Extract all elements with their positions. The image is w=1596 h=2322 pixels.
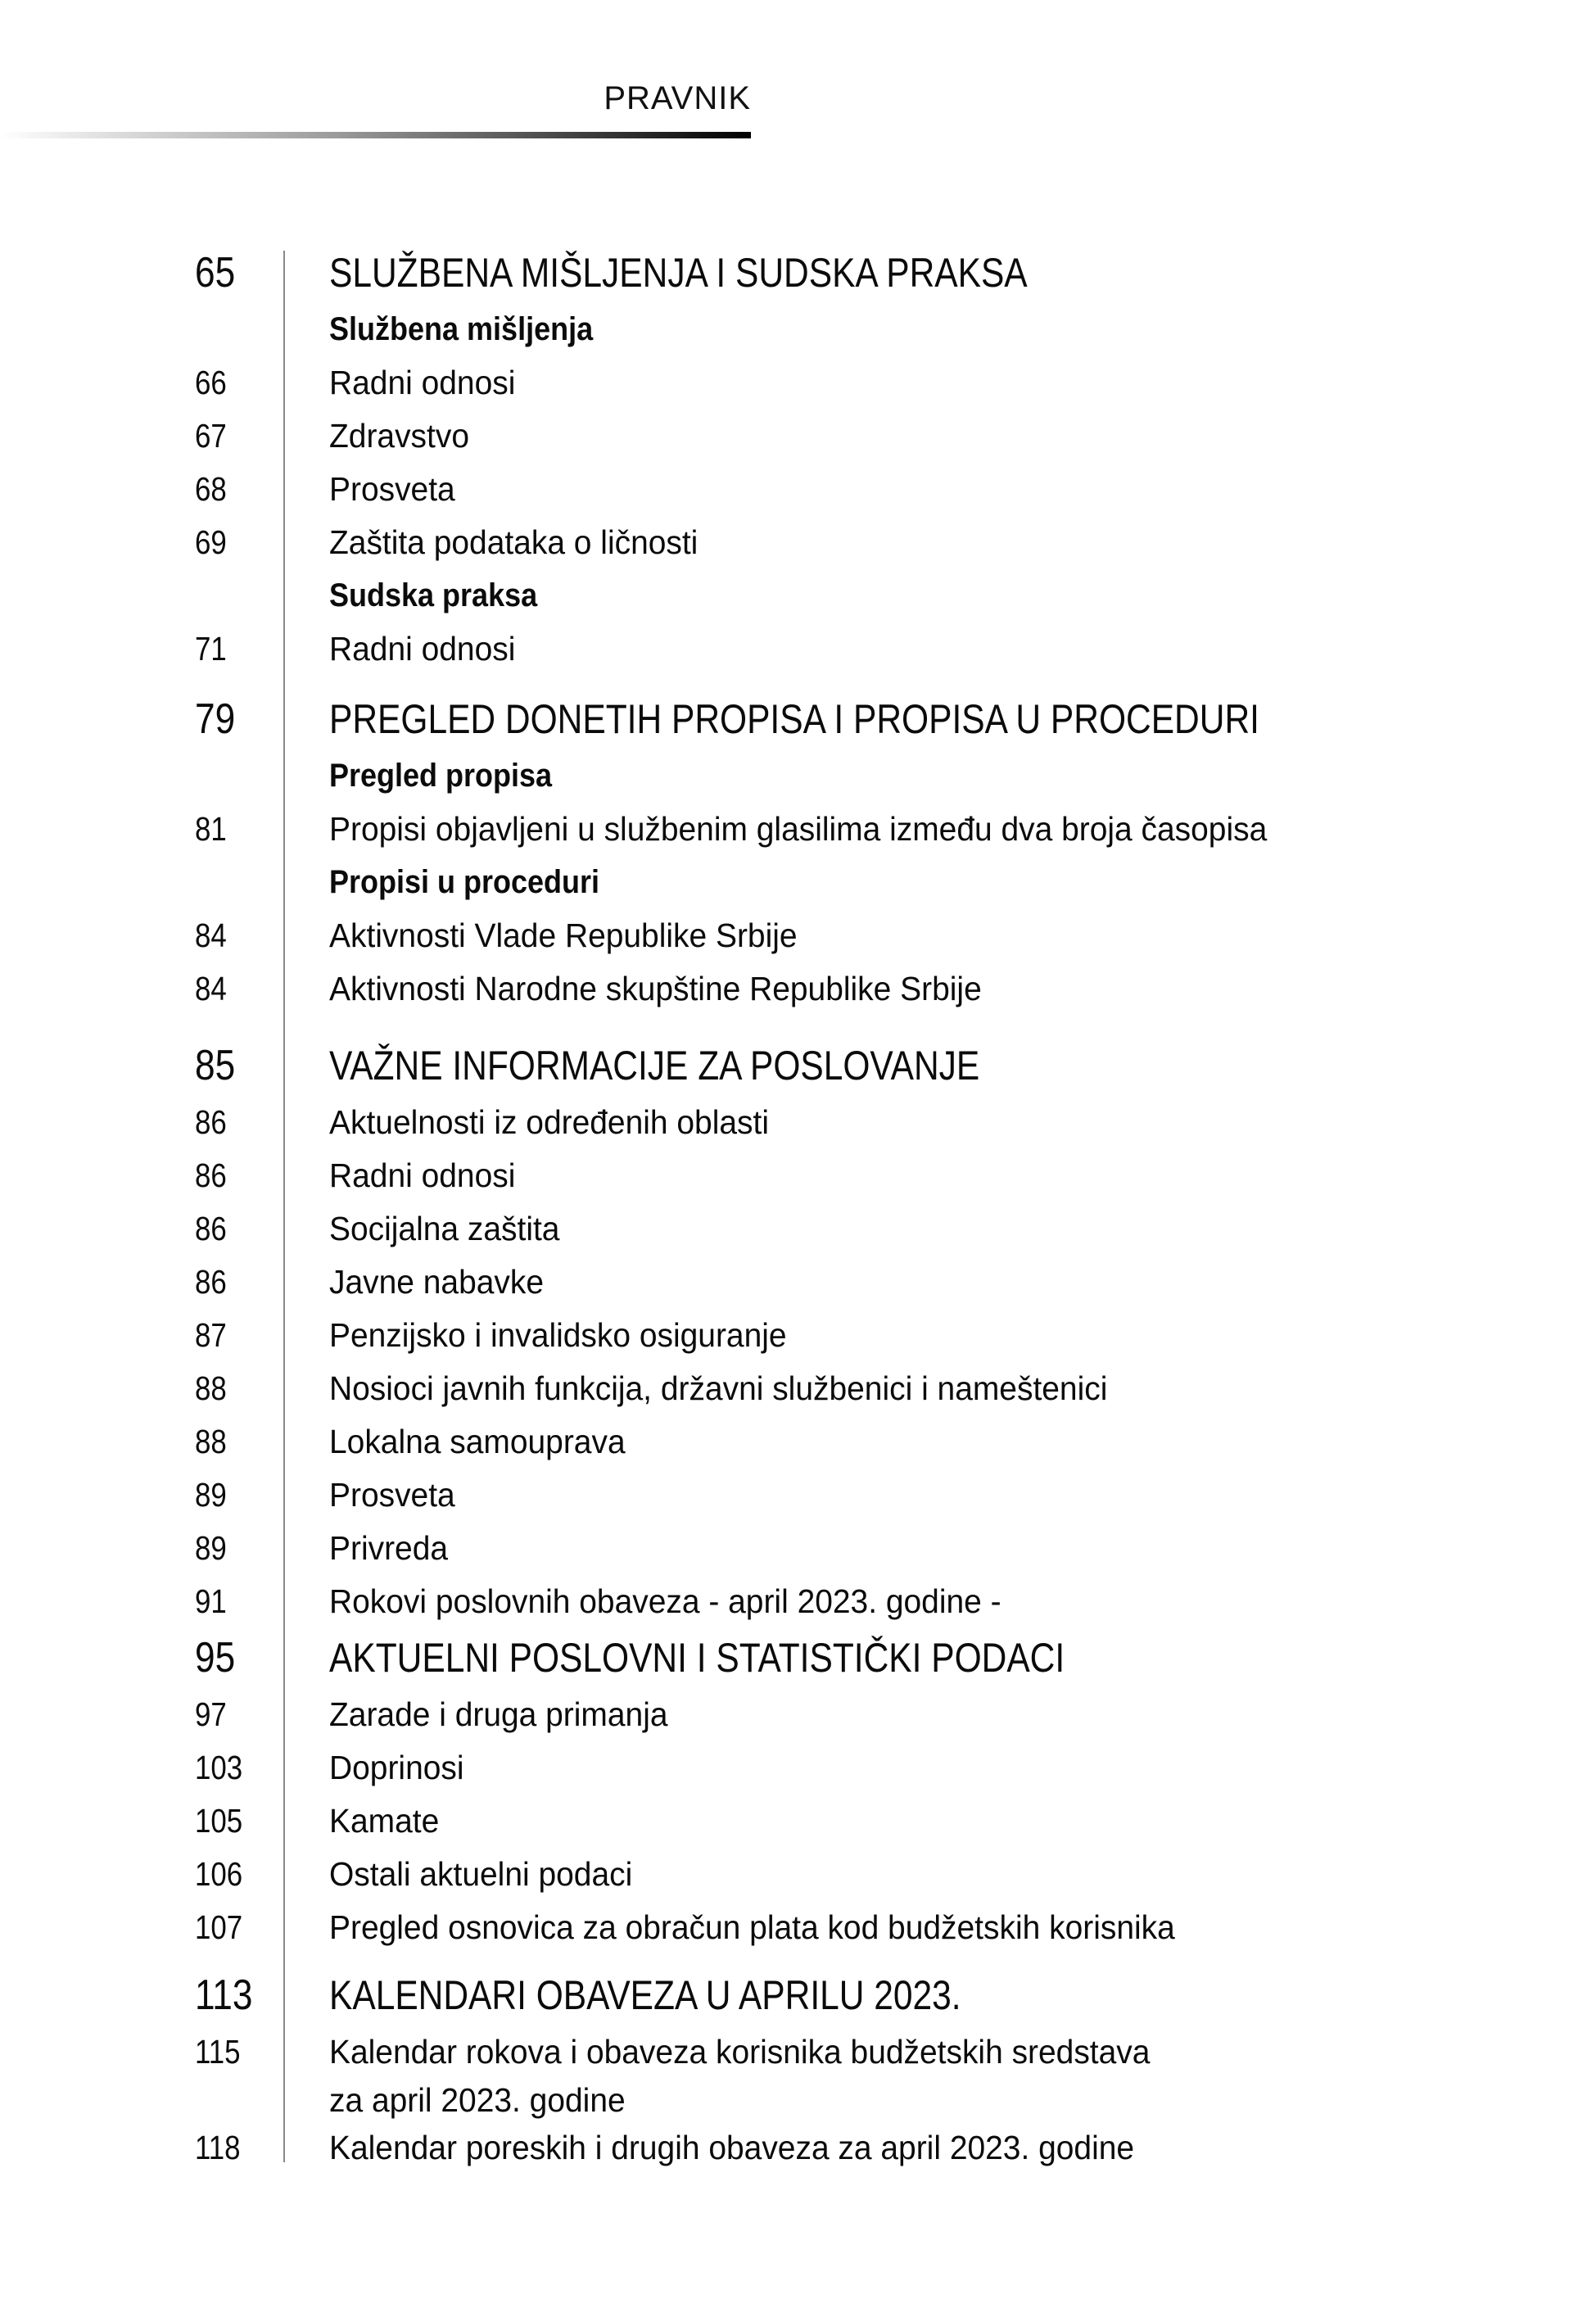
page-number: 68 [195,470,227,508]
toc-subheading: Službena mišljenja [329,311,594,347]
toc-subheading: Pregled propisa [329,758,553,794]
toc-item-title [329,2026,1150,2121]
page-number: 88 [195,1369,227,1407]
toc-item-title: Penzijsko i invalidsko osiguranje [329,1316,787,1354]
toc-item [195,1202,1472,1256]
toc-item [195,803,1472,856]
page-number: 91 [195,1582,227,1620]
toc-item [195,1256,1472,1309]
page-number: 88 [195,1423,227,1460]
toc-item [195,1688,1472,1741]
section-page-number: 85 [195,1042,236,1089]
toc-item [195,516,1472,569]
toc-item [195,1469,1472,1522]
section-page-number: 79 [195,695,236,743]
page-number: 86 [195,1103,227,1141]
toc-item-title: Propisi objavljeni u službenim glasilima između dva broja časopisa [329,810,1268,848]
toc-item-title-line2: za april 2023. godine [329,2081,626,2119]
toc-item-title: Zarade i druga primanja [329,1695,668,1733]
toc-section-heading-row [195,1040,1472,1091]
toc-item-title: Radni odnosi [329,364,516,401]
toc-item-title: Privreda [329,1529,449,1567]
page-number: 84 [195,970,227,1007]
page-number: 89 [195,1476,227,1514]
toc-item-title: Nosioci javnih funkcija, državni službenici i nameštenici [329,1369,1108,1407]
toc-item [195,1522,1472,1575]
toc-section [195,1632,1472,1954]
section-page-number: 113 [195,1971,253,2019]
toc-item-title: Radni odnosi [329,630,516,668]
toc-item-title: Radni odnosi [329,1156,516,1194]
toc-item [195,1149,1472,1202]
page-number: 84 [195,917,227,954]
journal-title: PRAVNIK [604,80,751,116]
toc-item [195,1096,1472,1149]
toc-item-title: Kamate [329,1802,440,1840]
page-number: 107 [195,1908,243,1946]
table-of-contents [195,247,1472,2175]
toc-item [195,1309,1472,1362]
page-number: 106 [195,1855,243,1893]
header-gradient-rule [0,132,751,138]
page-number: 89 [195,1529,227,1567]
toc-item-title: Prosveta [329,1476,455,1514]
toc-item [195,1741,1472,1795]
toc-item [195,1848,1472,1901]
toc-section-heading-row [195,694,1472,745]
toc-section-heading-row [195,1970,1472,2021]
toc-subheading-row [195,569,1472,622]
page-number: 86 [195,1210,227,1247]
toc-item-title: Pregled osnovica za obračun plata kod budžetskih korisnika [329,1908,1175,1946]
page-number: 97 [195,1695,227,1733]
page-number: 115 [195,2033,241,2071]
toc-item-title: Doprinosi [329,1749,464,1786]
page-number: 71 [195,630,227,668]
section-heading: KALENDARI OBAVEZA U APRILU 2023. [329,1972,961,2018]
section-heading: SLUŽBENA MIŠLJENJA I SUDSKA PRAKSA [329,250,1028,296]
toc-item [195,2026,1472,2121]
page-number: 69 [195,523,227,561]
toc-section [195,1040,1472,1628]
page-number: 66 [195,364,227,401]
toc-item [195,2121,1472,2175]
page-number: 67 [195,417,227,455]
toc-item-title: Prosveta [329,470,455,508]
toc-item [195,909,1472,962]
toc-item [195,1362,1472,1415]
toc-item-title-line1: Kalendar rokova i obaveza korisnika budžetskih sredstava [329,2033,1151,2071]
toc-section [195,247,1472,676]
toc-item-title: Rokovi poslovnih obaveza - april 2023. godine - [329,1582,1001,1620]
toc-section [195,694,1472,1016]
toc-item-title: Javne nabavke [329,1263,545,1301]
toc-item [195,463,1472,516]
page-number: 86 [195,1263,227,1301]
toc-item [195,1415,1472,1469]
toc-item [195,356,1472,410]
toc-item-title: Aktivnosti Narodne skupštine Republike Srbije [329,970,982,1007]
toc-item-title: Socijalna zaštita [329,1210,560,1247]
toc-item [195,622,1472,676]
section-heading: PREGLED DONETIH PROPISA I PROPISA U PROCEDURI [329,696,1259,742]
toc-item-title: Aktuelnosti iz određenih oblasti [329,1103,769,1141]
toc-subheading: Sudska praksa [329,577,538,613]
toc-subheading-row [195,856,1472,909]
toc-subheading: Propisi u proceduri [329,864,600,900]
page-number: 81 [195,810,227,848]
toc-item-title: Zaštita podataka o ličnosti [329,523,699,561]
toc-item-title: Zdravstvo [329,417,469,455]
toc-item [195,410,1472,463]
toc-item [195,1575,1472,1628]
toc-subheading-row [195,749,1472,803]
toc-subheading-row [195,303,1472,356]
toc-item-title: Kalendar poreskih i drugih obaveza za april 2023. godine [329,2129,1135,2166]
toc-item-title: Aktivnosti Vlade Republike Srbije [329,917,798,954]
section-heading: VAŽNE INFORMACIJE ZA POSLOVANJE [329,1043,980,1089]
page-number: 118 [195,2129,241,2166]
toc-item [195,1901,1472,1954]
toc-item-title: Ostali aktuelni podaci [329,1855,633,1893]
toc-item [195,962,1472,1016]
toc-section-heading-row [195,247,1472,298]
toc-item [195,1795,1472,1848]
page-number: 105 [195,1802,243,1840]
section-heading: AKTUELNI POSLOVNI I STATISTIČKI PODACI [329,1635,1065,1681]
page-number: 86 [195,1156,227,1194]
page-number: 103 [195,1749,243,1786]
toc-section-heading-row [195,1632,1472,1683]
toc-section [195,1970,1472,2175]
page-number: 87 [195,1316,227,1354]
section-page-number: 95 [195,1634,236,1682]
toc-item-title: Lokalna samouprava [329,1423,626,1460]
section-page-number: 65 [195,249,236,296]
